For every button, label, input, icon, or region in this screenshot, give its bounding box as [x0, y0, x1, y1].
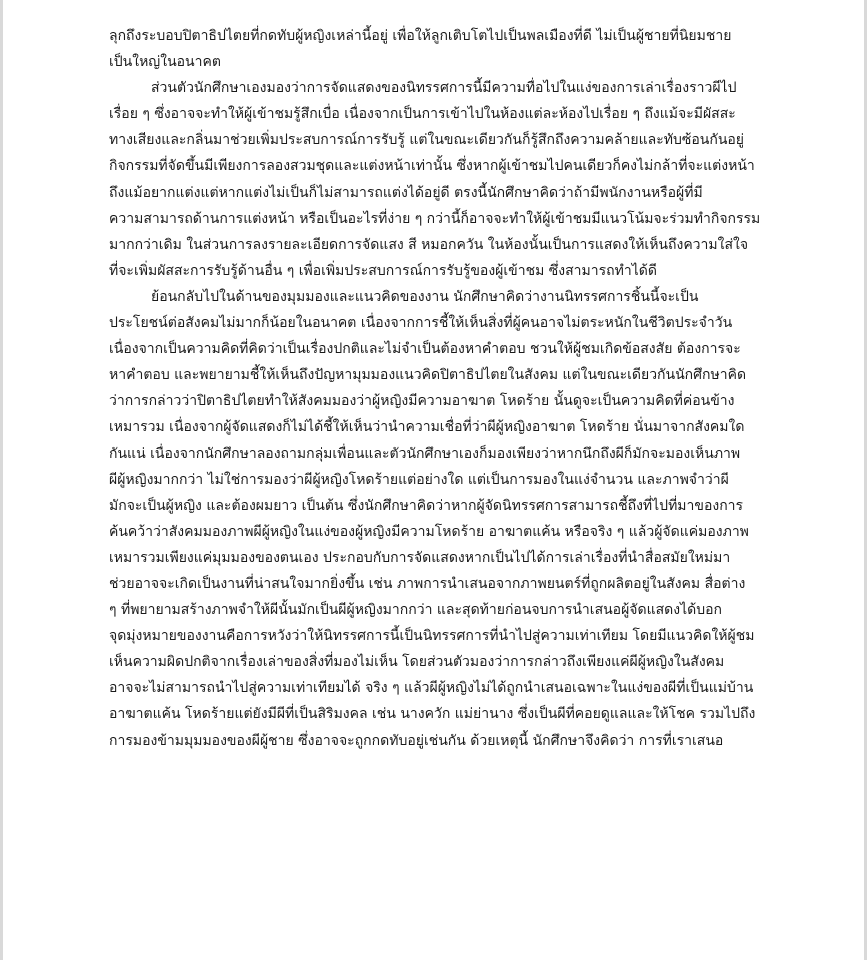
text-line: ประโยชน์ต่อสังคมไม่มากก็น้อยในอนาคต เนื่องจากการชี้ให้เห็นสิ่งที่ผู้คนอาจไม่ตระหนักในชีวิตประจำวัน [109, 315, 733, 332]
text-line: ลุกถึงระบอบปิตาธิปไตยที่กดทับผู้หญิงเหล่านี้อยู่ เพื่อให้ลูกเติบโตไปเป็นพลเมืองที่ดี ไม่เป็นผู้ชายที่นิยมชาย [109, 28, 732, 44]
text-line: อาฆาตแค้น โหดร้ายแต่ยังมีผีที่เป็นสิริมงคล เช่น นางควัก แม่ย่านาง ซึ่งเป็นผีที่คอยดูแลและให้โชค รวมไปถึง [109, 706, 756, 723]
text-line: อาจจะไม่สามารถนำไปสู่ความเท่าเทียมได้ จริง ๆ แล้วผีผู้หญิงไม่ได้ถูกนำเสนอเฉพาะในแง่ของผีที่เป็นแม่บ้าน [109, 680, 754, 697]
text-line: เห็นความผิดปกติจากเรื่องเล่าของสิ่งที่มองไม่เห็น โดยส่วนตัวมองว่าการกล่าวถึงเพียงแค่ผีผู้หญิงในสังคม [109, 654, 725, 671]
text-line: ช่วยอาจจะเกิดเป็นงานที่น่าสนใจมากยิ่งขึ้น เช่น ภาพการนำเสนอจากภาพยนตร์ที่ถูกผลิตอยู่ในสังคม สื่อต่าง [109, 575, 746, 592]
text-line: หาคำตอบ และพยายามชี้ให้เห็นถึงปัญหามุมมองแนวคิดปิตาธิปไตยในสังคม แต่ในขณะเดียวกันนักศึกษาคิด [109, 367, 747, 384]
text-line: ที่จะเพิ่มผัสสะการรับรู้ด้านอื่น ๆ เพื่อเพิ่มประสบการณ์การรับรู้ของผู้เข้าชม ซึ่งสามารถทำได้ดี [109, 262, 657, 279]
text-line: ความสามารถด้านการแต่งหน้า หรือเป็นอะไรที่ง่าย ๆ กว่านี้ก็อาจจะทำให้ผู้เข้าชมมีแนวโน้มจะร่วมทำกิจกรรม [109, 210, 761, 227]
text-line: ถึงแม้อยากแต่งแต่หากแต่งไม่เป็นก็ไม่สามารถแต่งได้อยู่ดี ตรงนี้นักศึกษาคิดว่าถ้ามีพนักงานหรือผู้ที่มี [109, 184, 703, 201]
text-line: จุดมุ่งหมายของงานคือการหวังว่าให้นิทรรศการนี้เป็นนิทรรศการที่นำไปสู่ความเท่าเทียม โดยมีแนวคิดให้ผู้ชม [109, 628, 755, 645]
text-line: เรื่อย ๆ ซึ่งอาจจะทำให้ผู้เข้าชมรู้สึกเบื่อ เนื่องจากเป็นการเข้าไปในห้องแต่ละห้องไปเรื่อย ๆ ถึงแม้จะมีผัสสะ [109, 106, 736, 123]
text-line: ว่าการกล่าวว่าปิตาธิปไตยทำให้สังคมมองว่าผู้หญิงมีความอาฆาต โหดร้าย นั้นดูจะเป็นความคิดที่ค่อนข้าง [109, 393, 735, 410]
text-line: ผีผู้หญิงมากกว่า ไม่ใช่การมองว่าผีผู้หญิงโหดร้ายแต่อย่างใด แต่เป็นการมองในแง่จำนวน และภาพจำว่าผี [109, 471, 729, 488]
text-line: เหมารวม เนื่องจากผู้จัดแสดงก็ไม่ได้ชี้ให้เห็นว่านำความเชื่อที่ว่าผีผู้หญิงอาฆาต โหดร้าย นั่นมาจากสังคมใด [109, 419, 745, 436]
text-line: ค้นคว้าว่าสังคมมองภาพผีผู้หญิงในแง่ของผู้หญิงมีความโหดร้าย อาฆาตแค้น หรือจริง ๆ แล้วผู้จัดแค่มองภาพ [109, 523, 749, 540]
paragraph-first-line: ส่วนตัวนักศึกษาเองมองว่าการจัดแสดงของนิทรรศการนี้มีความทื่อไปในแง่ของการเล่าเรื่องราวผีไป [151, 80, 737, 97]
text-line: การมองข้ามมุมมองของผีผู้ชาย ซึ่งอาจจะถูกกดทับอยู่เช่นกัน ด้วยเหตุนี้ นักศึกษาจึงคิดว่า การที่เราเสนอ [109, 732, 724, 749]
text-line: มากกว่าเดิม ในส่วนการลงรายละเอียดการจัดแสง สี หมอกควัน ในห้องนั้นเป็นการแสดงให้เห็นถึงความใส่ใจ [109, 236, 749, 253]
paragraph-first-line: ย้อนกลับไปในด้านของมุมมองและแนวคิดของงาน นักศึกษาคิดว่างานนิทรรศการชิ้นนี้จะเป็น [151, 288, 699, 305]
text-line: กิจกรรมที่จัดขึ้นมีเพียงการลองสวมชุดและแต่งหน้าเท่านั้น ซึ่งหากผู้เข้าชมไปคนเดียวก็คงไม่กล้าที่จะแต่งหน้า [109, 158, 755, 175]
text-line: มักจะเป็นผู้หญิง และต้องผมยาว เป็นต้น ซึ่งนักศึกษาคิดว่าหากผู้จัดนิทรรศการสามารถชี้ถึงที่ไปที่มาของการ [109, 497, 744, 514]
text-line: ทางเสียงและกลิ่นมาช่วยเพิ่มประสบการณ์การรับรู้ แต่ในขณะเดียวกันก็รู้สึกถึงความคล้ายและทับซ้อนกันอยู่ [109, 132, 744, 149]
document-body [109, 23, 769, 754]
text-line: เนื่องจากเป็นความคิดที่คิดว่าเป็นเรื่องปกติและไม่จำเป็นต้องหาคำตอบ ชวนให้ผู้ชมเกิดข้อสงสัย ต้องการจะ [109, 341, 741, 358]
text-line: กันแน่ เนื่องจากนักศึกษาลองถามกลุ่มเพื่อนและตัวนักศึกษาเองก็มองเพียงว่าหากนึกถึงผีก็มักจะมองเห็นภาพ [109, 445, 741, 462]
text-line: ๆ ที่พยายามสร้างภาพจำให้ผีนั้นมักเป็นผีผู้หญิงมากกว่า และสุดท้ายก่อนจบการนำเสนอผู้จัดแสดงได้บอก [109, 602, 722, 619]
text-line: เป็นใหญ่ในอนาคต [109, 54, 221, 71]
text-line: เหมารวมเพียงแค่มุมมองของตนเอง ประกอบกับการจัดแสดงหากเป็นไปได้การเล่าเรื่องที่นำสื่อสมัยใหม่มา [109, 549, 731, 566]
